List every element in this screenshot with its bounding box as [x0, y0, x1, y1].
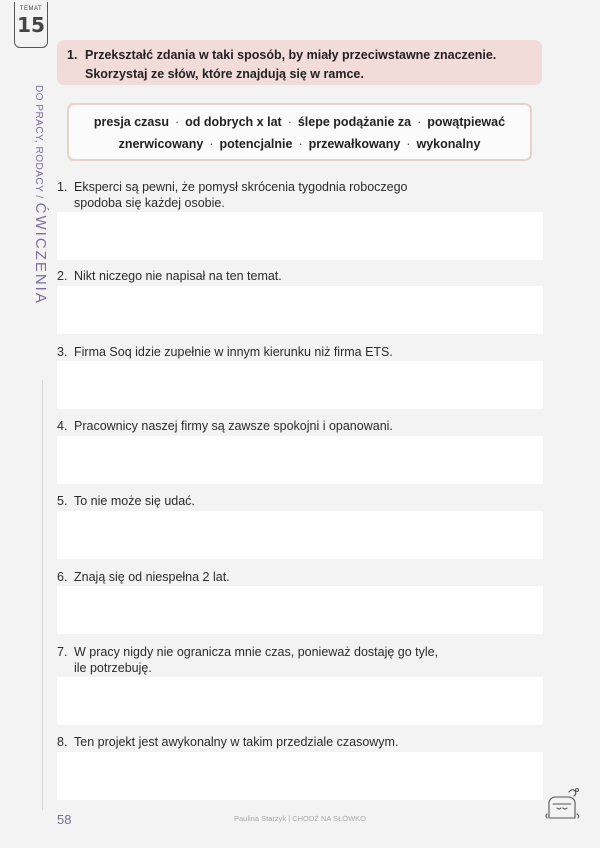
- topic-badge: [14, 2, 48, 48]
- question-line-1: To nie może się udać.: [74, 494, 195, 508]
- instruction-number: 1.: [67, 48, 78, 62]
- section-main-title: ĆWICZENIA: [32, 202, 49, 305]
- exercise-number: 3.: [57, 345, 68, 359]
- exercise-question: [57, 734, 543, 750]
- word-item: przewałkowany: [308, 137, 401, 151]
- answer-field[interactable]: [57, 286, 543, 334]
- answer-field[interactable]: [57, 511, 543, 559]
- question-line-1: Firma Soq idzie zupełnie w innym kierunku niż firma ETS.: [74, 345, 393, 359]
- question-line-1: W pracy nigdy nie ogranicza mnie czas, ponieważ dostaję go tyle,: [74, 645, 439, 659]
- exercise-number: 8.: [57, 735, 68, 749]
- exercise-item: [57, 734, 543, 750]
- question-line-2: spodoba się każdej osobie.: [74, 196, 225, 210]
- answer-field[interactable]: [57, 752, 543, 800]
- exercise-item: [57, 179, 543, 211]
- exercise-number: 4.: [57, 419, 68, 433]
- word-box-row-2: [69, 133, 530, 155]
- exercise-question: [57, 493, 543, 509]
- question-line-2: ile potrzebuję.: [74, 661, 152, 675]
- side-margin: [0, 0, 50, 848]
- question-line-1: Pracownicy naszej firmy są zawsze spokojni i opanowani.: [74, 419, 393, 433]
- topic-label: TEMAT: [19, 6, 43, 12]
- word-item: powątpiewać: [427, 115, 506, 129]
- word-item: ślepe podążanie za: [297, 115, 412, 129]
- exercise-question: [57, 569, 543, 585]
- word-separator: ·: [209, 137, 214, 151]
- exercise-item: [57, 418, 543, 434]
- exercise-number: 7.: [57, 645, 68, 659]
- word-separator: ·: [287, 115, 292, 129]
- word-item: znerwicowany: [118, 137, 204, 151]
- answer-field[interactable]: [57, 361, 543, 409]
- question-line-1: Ten projekt jest awykonalny w takim przedziale czasowym.: [74, 735, 399, 749]
- topic-number: 15: [17, 13, 45, 37]
- section-title: [32, 85, 49, 305]
- exercise-item: [57, 344, 543, 360]
- exercise-item: [57, 569, 543, 585]
- side-divider: [42, 380, 43, 810]
- word-separator: ·: [406, 137, 411, 151]
- exercise-question: [57, 344, 543, 360]
- word-separator: ·: [298, 137, 303, 151]
- exercise-number: 5.: [57, 494, 68, 508]
- doodle-icon: [543, 784, 583, 824]
- word-separator: ·: [417, 115, 422, 129]
- answer-field[interactable]: [57, 586, 543, 634]
- section-subtitle: DO PRACY, RODACY /: [33, 85, 44, 199]
- exercise-item: [57, 268, 543, 284]
- page-number: 58: [57, 812, 72, 827]
- question-line-1: Znają się od niespełna 2 lat.: [74, 570, 230, 584]
- word-separator: ·: [174, 115, 180, 129]
- instruction-line-1: Przekształć zdania w taki sposób, by miały przeciwstawne znaczenie.: [85, 48, 497, 62]
- exercise-number: 1.: [57, 180, 68, 194]
- exercise-item: [57, 493, 543, 509]
- word-item: potencjalnie: [219, 137, 293, 151]
- exercise-question: [57, 644, 543, 676]
- answer-field[interactable]: [57, 436, 543, 484]
- word-item: od dobrych x lat: [185, 115, 282, 129]
- exercise-item: [57, 644, 543, 676]
- instruction-line-2: Skorzystaj ze słów, które znajdują się w ramce.: [85, 67, 364, 81]
- word-item: wykonalny: [416, 137, 481, 151]
- exercise-number: 2.: [57, 269, 68, 283]
- answer-field[interactable]: [57, 212, 543, 260]
- exercise-instruction: [57, 40, 542, 85]
- exercise-number: 6.: [57, 570, 68, 584]
- question-line-1: Nikt niczego nie napisał na ten temat.: [74, 269, 282, 283]
- footer-credit: Paulina Starzyk | CHODŹ NA SŁÓWKO: [234, 814, 366, 823]
- exercise-question: [57, 268, 543, 284]
- word-box: [67, 103, 532, 161]
- exercise-question: [57, 418, 543, 434]
- exercise-question: [57, 179, 543, 211]
- word-box-row-1: [69, 111, 530, 133]
- answer-field[interactable]: [57, 677, 543, 725]
- question-line-1: Eksperci są pewni, że pomysł skrócenia tygodnia roboczego: [74, 180, 408, 194]
- word-item: presja czasu: [93, 115, 169, 129]
